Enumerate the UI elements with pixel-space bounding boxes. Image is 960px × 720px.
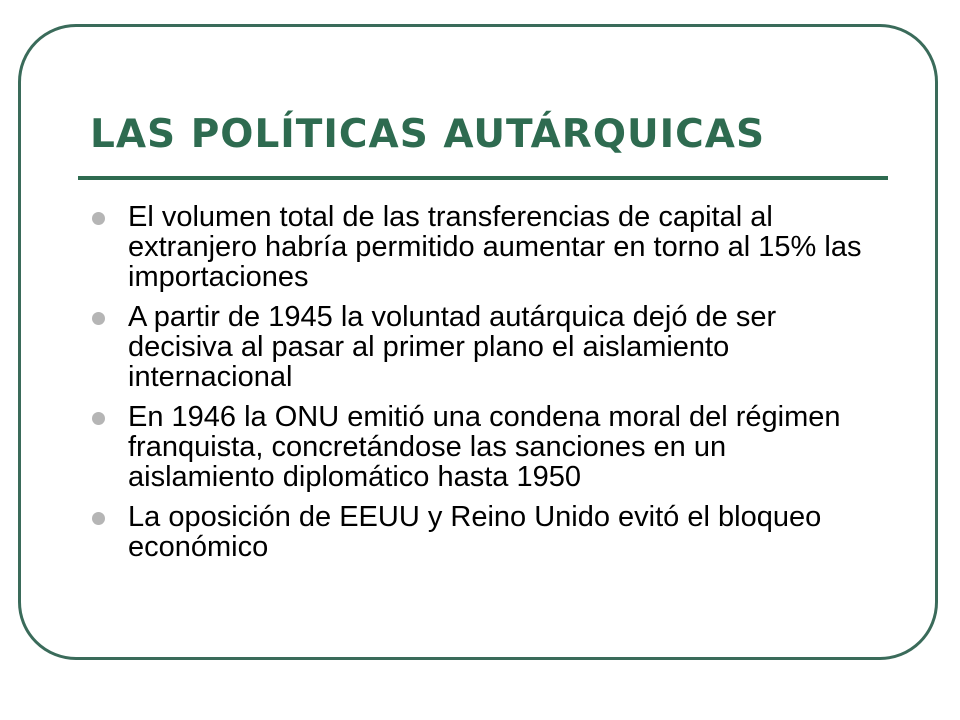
bullet-text: En 1946 la ONU emitió una condena moral del régimen franquista, concretándose las sanciones en un aislamiento diplomático hasta 1950 bbox=[128, 401, 841, 493]
bullet-text: A partir de 1945 la voluntad autárquica dejó de ser decisiva al pasar al primer plano el aislamiento internacional bbox=[128, 301, 777, 393]
bullet-text: El volumen total de las transferencias de capital al extranjero habría permitido aumentar en torno al 15% las importaciones bbox=[128, 201, 862, 293]
bullet-list bbox=[90, 202, 880, 572]
bullet-item bbox=[90, 202, 880, 292]
bullet-item bbox=[90, 402, 880, 492]
bullet-icon bbox=[92, 512, 105, 525]
bullet-icon bbox=[92, 212, 105, 225]
title-underline bbox=[78, 176, 888, 180]
bullet-item bbox=[90, 302, 880, 392]
bullet-item bbox=[90, 502, 880, 562]
bullet-icon bbox=[92, 312, 105, 325]
bullet-icon bbox=[92, 412, 105, 425]
bullet-text: La oposición de EEUU y Reino Unido evitó el bloqueo económico bbox=[128, 501, 822, 563]
slide-title: LAS POLÍTICAS AUTÁRQUICAS bbox=[90, 112, 766, 157]
